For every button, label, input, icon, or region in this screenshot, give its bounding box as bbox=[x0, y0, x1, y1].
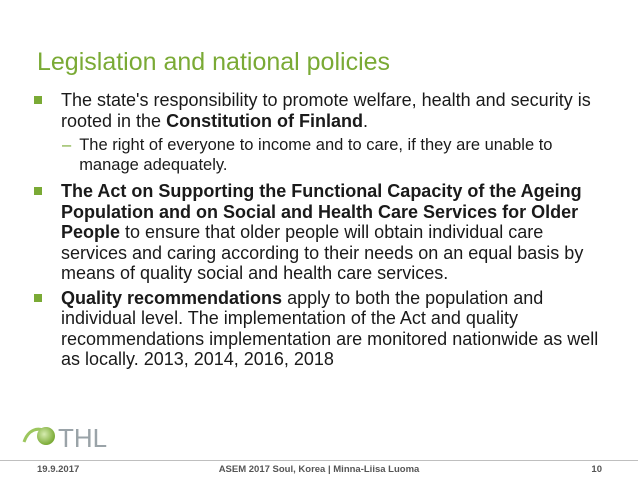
bullet-text-plain: to ensure that older people will obtain individual care services and caring according to their needs on an equal basis by means of quality social and health care services. bbox=[61, 222, 584, 283]
sub-bullet-text: The right of everyone to income and to care, if they are unable to manage adequately. bbox=[79, 136, 553, 174]
logo-sphere bbox=[37, 427, 55, 445]
sub-bullet-item bbox=[62, 135, 604, 175]
slide-title: Legislation and national policies bbox=[37, 48, 391, 76]
dash-marker: – bbox=[62, 136, 72, 154]
bullet-text-bold: The Act on Supporting the Functional Capacity of the Ageing Population and on Social and Health Care Services for Older People bbox=[61, 181, 582, 242]
bullet-square-icon bbox=[34, 187, 42, 195]
bullet-square-icon bbox=[34, 96, 42, 104]
bullet-text bbox=[61, 90, 604, 131]
bullet-text-plain: . bbox=[363, 110, 369, 131]
bullet-square-icon bbox=[34, 294, 42, 302]
footer-date: 19.9.2017 bbox=[37, 464, 80, 475]
bullet-item bbox=[34, 288, 604, 370]
bullet-text-plain: The state's responsibility to promote welfare, health and security is rooted in the bbox=[61, 90, 591, 131]
bullet-list bbox=[34, 90, 604, 374]
footer-rule bbox=[0, 460, 638, 461]
bullet-text-bold: Constitution of Finland bbox=[166, 110, 364, 131]
footer-event: ASEM 2017 Soul, Korea | Minna-Liisa Luoma bbox=[218, 464, 420, 475]
page-number: 10 bbox=[591, 464, 602, 475]
bullet-item bbox=[34, 90, 604, 131]
bullet-item bbox=[34, 181, 604, 284]
bullet-text bbox=[61, 288, 604, 370]
bullet-text bbox=[61, 181, 604, 284]
bullet-text-plain: apply to both the population and individual level. The implementation of the Act and quality recommendations implementation are monitored nationwide as well as locally. 2013, 2014, 2016, 2018 bbox=[61, 287, 599, 369]
logo-text: THL bbox=[58, 423, 108, 453]
thl-logo bbox=[22, 418, 132, 454]
bullet-text-bold: Quality recommendations bbox=[61, 287, 283, 308]
